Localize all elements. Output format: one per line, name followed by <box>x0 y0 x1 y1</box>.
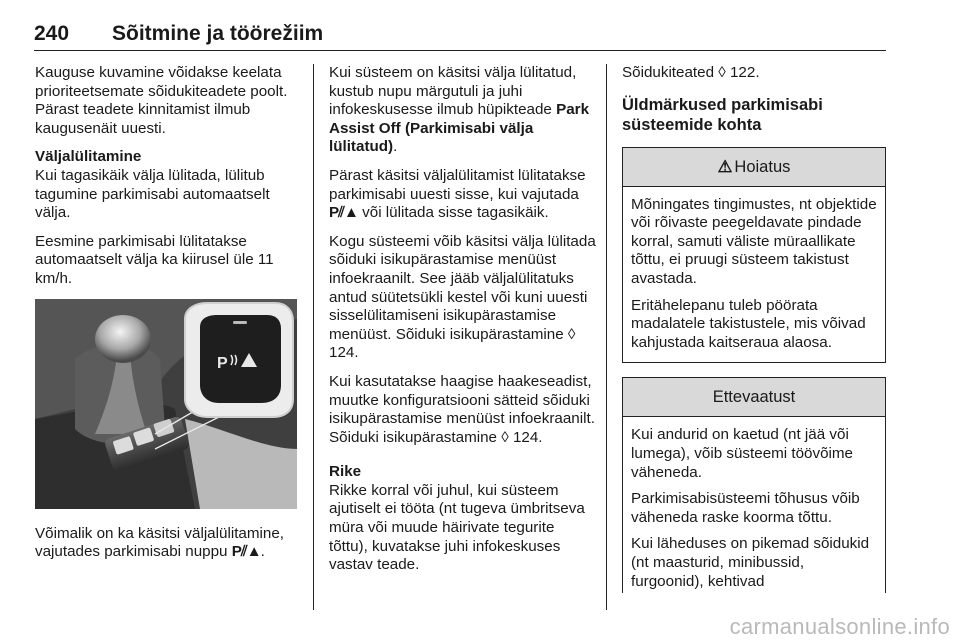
paragraph: Kui süsteem on käsitsi välja lülitatud, kustub nupu märgutuli ja juhi infokeskusesse ilmub hüpikteade Park Assist Off (Parkimisabi välja lülitatud). <box>329 64 590 156</box>
paragraph: Kui andurid on kaetud (nt jää või lumega), võib süsteemi töövõime väheneda. <box>631 426 854 481</box>
column-divider-1 <box>313 64 314 610</box>
warning-box <box>622 147 886 364</box>
page-number: 240 <box>34 22 70 45</box>
paragraph: Pärast käsitsi väljalülitamist lülitatakse parkimisabi uuesti sisse, kui vajutada P⫽▲ või lülitada sisse tagasikäik. <box>329 166 586 222</box>
warning-box-title: ⚠ Hoiatus <box>623 148 885 187</box>
paragraph: Kui kasutatakse haagise haakeseadist, muutke konfiguratsiooni sätteid sõiduki isikupärastamise menüüst infoekraanilt. Sõiduki isikupärastamine ◊ 124. <box>329 372 595 446</box>
paragraph: Kui läheduses on pikemad sõidukid (nt maasturid, minibussid, furgoonid), kehtivad <box>631 535 870 590</box>
chapter-title: Sõitmine ja töörežiim <box>112 22 324 45</box>
console-drawing <box>35 299 297 509</box>
section-heading-deactivation: Väljalülitamine <box>35 148 142 166</box>
paragraph: Eesmine parkimisabi lülitatakse automaatselt välja ka kiirusel üle 11 km/h. <box>35 232 274 287</box>
illustration-caption: Võimalik on ka käsitsi väljalülitamine, vajutades parkimisabi nuppu P⫽▲. <box>35 524 285 561</box>
column-1 <box>35 64 297 572</box>
paragraph: Sõidukiteated ◊ 122. <box>622 64 760 81</box>
column-divider-2 <box>606 64 607 610</box>
column-3 <box>622 64 886 603</box>
page-header <box>34 22 886 51</box>
parking-assist-symbol-icon: P⫽▲ <box>329 204 358 222</box>
svg-text:P: P <box>217 354 228 372</box>
section-heading-fault: Rike <box>329 463 362 481</box>
warning-triangle-icon: ⚠ <box>717 157 733 176</box>
paragraph: Kui tagasikäik välja lülitada, lülitub tagumine parkimisabi automaatselt välja. <box>35 166 270 222</box>
paragraph: Eritähelepanu tuleb pöörata madalatele takistustele, mis võivad kahjustada kaitseraua alaosa. <box>631 296 866 351</box>
popup-message-text: Park Assist Off (Parkimisabi välja lülitatud) <box>329 101 590 156</box>
paragraph: Mõningates tingimustes, nt objektide või rõivaste peegeldavate pindade korral, samuti väliste müraallikate tõttu, ei pruugi süsteem takistust avastada. <box>631 195 877 287</box>
section-heading-general-notes: Üldmärkused parkimisabi süsteemide kohta <box>622 95 823 134</box>
parking-assist-symbol-icon: P⫽▲ <box>231 543 261 561</box>
parking-button-illustration <box>35 299 297 509</box>
page-reference-link[interactable]: ◊ 124 <box>329 325 576 362</box>
paragraph: Kauguse kuvamine võidakse keelata prioriteetsemate sõidukiteadete poolt. Pärast teadete kinnitamist ilmub kaugusenäit uuesti. <box>35 64 288 137</box>
caution-box <box>622 377 886 593</box>
caution-box-title: Ettevaatust <box>623 378 885 417</box>
paragraph: Rikke korral või juhul, kui süsteem ajutiselt ei tööta (nt tugeva ümbritseva müra või muude häirivate tegurite tõttu), kuvatakse juhi infokeskuses vastav teade. <box>329 481 585 574</box>
paragraph: Kogu süsteemi võib käsitsi välja lülitada sõiduki isikupärastamise menüüst infoekraanilt. See jääb väljalülitatuks antud süütetsükli kestel või kuni uuesti sisselülitamiseni isikupärastamise menüüst. Sõiduki isikupärastamine ◊ 124. <box>329 232 596 362</box>
warning-box-body <box>623 187 885 363</box>
watermark: carmanualsonline.info <box>729 614 950 639</box>
page-reference-link[interactable]: ◊ 122 <box>718 64 756 81</box>
column-2 <box>329 64 597 585</box>
paragraph: Parkimisabisüsteemi tõhusus võib väheneda raske koorma tõttu. <box>631 490 860 526</box>
page-reference-link[interactable]: ◊ 124 <box>501 428 539 446</box>
caution-box-body <box>623 417 885 593</box>
